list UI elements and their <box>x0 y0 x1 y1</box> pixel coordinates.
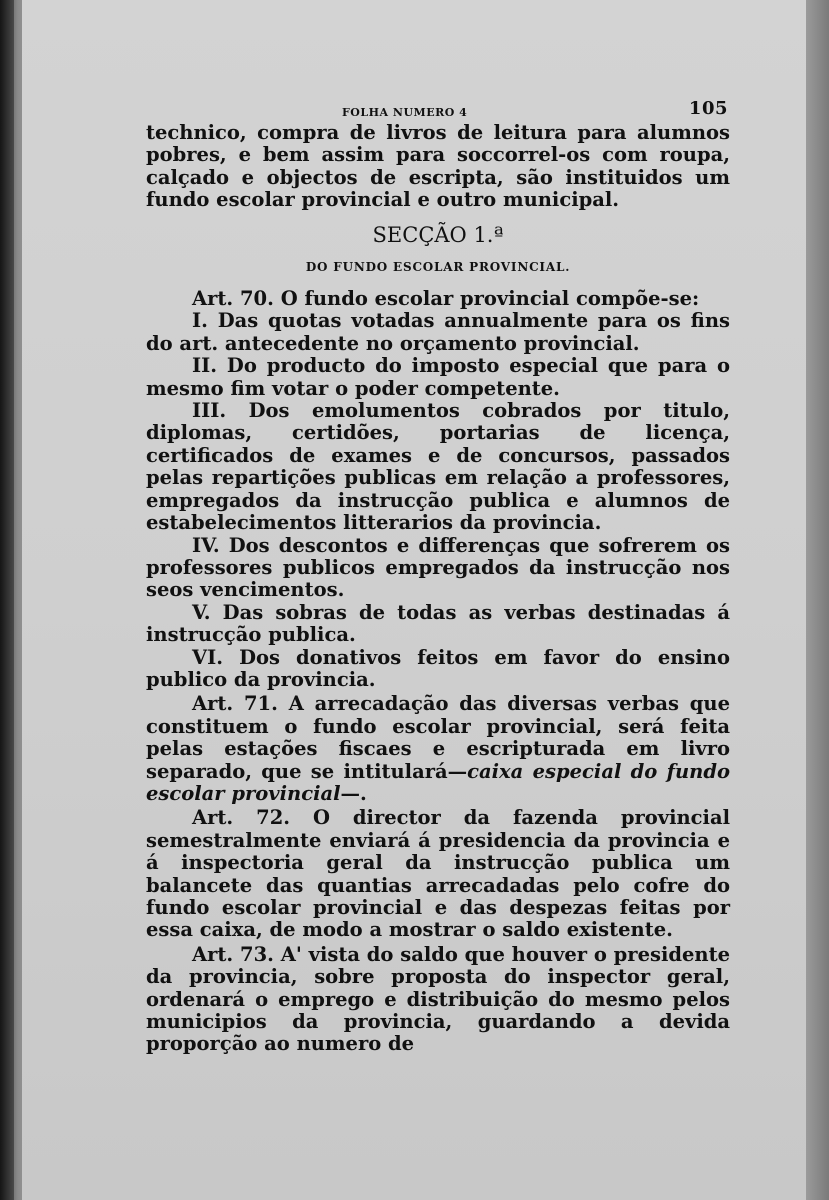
art70-item-4: IV. Dos descontos e differenças que sofrerem os professores publicos empregados da instrucção nos seos vencimentos. <box>146 533 730 602</box>
art70-item-2: II. Do producto do imposto especial que para o mesmo fim votar o poder competente. <box>146 354 730 400</box>
art71-italic-title: caixa especial do fundo escolar provincial <box>146 759 730 805</box>
page-number: 105 <box>688 98 728 119</box>
page-header <box>146 98 730 122</box>
art71-paragraph <box>146 693 730 805</box>
intro-paragraph: technico, compra de livros de leitura para alumnos pobres, e bem assim para soccorrel-os com roupa, calçado e objectos de escripta, são instituidos um fundo escolar provincial e outro municipal. <box>146 121 730 212</box>
art71-text: Art. 71. A arrecadação das diversas verbas que constituem o fundo escolar provincial, será feita pelas estações fiscaes e escripturada em livro separado, que se intitulará— <box>146 692 730 783</box>
section-subtitle: DO FUNDO ESCOLAR PROVINCIAL. <box>305 259 571 274</box>
art71-end: —. <box>340 781 367 805</box>
art70-item-5: V. Das sobras de todas as verbas destinadas á instrucção publica. <box>146 600 730 647</box>
running-head: FOLHA NUMERO 4 <box>342 106 468 119</box>
page-text <box>146 98 730 1056</box>
art70-heading: Art. 70. O fundo escolar provincial compõe-se: <box>192 287 700 311</box>
art73-paragraph: Art. 73. A' vista do saldo que houver o presidente da provincia, sobre proposta do inspector geral, ordenará o emprego e distribuição do mesmo pelos municipios da provincia, guardando a devida proporção ao numero de <box>146 942 730 1056</box>
section-title: SECÇÃO 1.ª <box>372 222 504 247</box>
art70-item-6: VI. Dos donativos feitos em favor do ensino publico da provincia. <box>146 645 730 691</box>
art70-item-3: III. Dos emolumentos cobrados por titulo, diplomas, certidões, portarias de licença, certificados de exames e de concursos, passados pelas repartições publicas em relação a professores, empregados da instrucção publica e alumnos de estabelecimentos litterarios da provincia. <box>146 399 730 535</box>
art72-paragraph: Art. 72. O director da fazenda provincial semestralmente enviará á presidencia da provincia e á inspectoria geral da instrucção publica um balancete das quantias arrecadadas pelo cofre do fundo escolar provincial e das despezas feitas por essa caixa, de modo a mostrar o saldo existente. <box>146 806 730 942</box>
binding-edge <box>0 0 14 1200</box>
art70-item-1: I. Das quotas votadas annualmente para os fins do art. antecedente no orçamento provincial. <box>146 309 730 355</box>
